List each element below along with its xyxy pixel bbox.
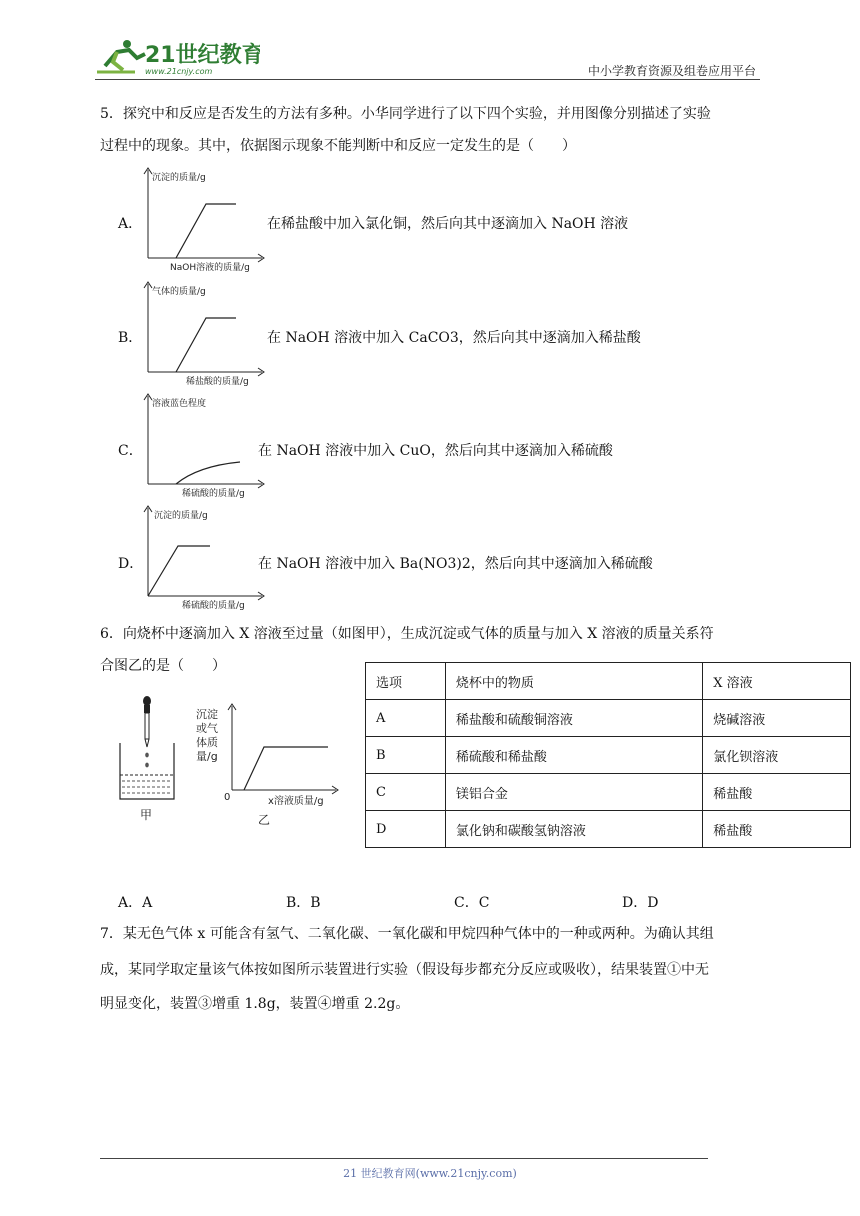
q6-stem-line2: 合图乙的是（ ）: [100, 658, 226, 674]
dropper-icon: [143, 696, 151, 747]
q5-option-b-graph: [140, 280, 270, 388]
q7-line1: 7．某无色气体 x 可能含有氢气、二氧化碳、一氧化碳和甲烷四种气体中的一种或两种。为确认其组: [100, 926, 714, 942]
q5-b-ylabel: 气体的质量/g: [152, 287, 206, 297]
table-header-cell: 选项: [366, 663, 446, 700]
q5-option-a-text: 在稀盐酸中加入氯化铜，然后向其中逐滴加入 NaOH 溶液: [267, 216, 629, 232]
q6-yi-origin: 0: [224, 792, 231, 803]
footer-divider: [100, 1158, 708, 1159]
q6-answer-c[interactable]: C．C: [454, 895, 490, 911]
q5-option-a-letter[interactable]: A．: [118, 216, 143, 232]
table-cell: D: [366, 811, 446, 848]
q5-option-d-letter[interactable]: D．: [118, 556, 144, 572]
footer-text[interactable]: 21 世纪教育网(www.21cnjy.com): [343, 1167, 517, 1180]
q5-option-b-text: 在 NaOH 溶液中加入 CaCO3，然后向其中逐滴加入稀盐酸: [267, 330, 641, 346]
q6-jia-label: 甲: [140, 808, 153, 822]
table-cell: 烧碱溶液: [703, 700, 851, 737]
q6-answer-a[interactable]: A．A: [118, 895, 153, 911]
q6-options-table: [365, 662, 851, 848]
q5-d-xlabel: 稀硫酸的质量/g: [182, 601, 245, 611]
header-divider: [95, 79, 760, 80]
runner-logo-icon: [97, 40, 145, 72]
table-cell: 稀盐酸和硫酸铜溶液: [445, 700, 702, 737]
logo-text: 21世纪教育: [145, 43, 260, 68]
q5-c-xlabel: 稀硫酸的质量/g: [182, 489, 245, 499]
q6-yi-ylabel-4: 量/g: [196, 750, 218, 763]
table-cell: 稀盐酸: [703, 811, 851, 848]
q5-stem-line2: 过程中的现象。其中，依据图示现象不能判断中和反应一定发生的是（ ）: [100, 138, 576, 154]
q5-c-ylabel: 溶液蓝色程度: [152, 399, 207, 409]
header-platform-text: 中小学教育资源及组卷应用平台: [587, 64, 756, 78]
table-cell: A: [366, 700, 446, 737]
q6-yi-ylabel-3: 体质: [196, 736, 218, 749]
q5-option-d-text: 在 NaOH 溶液中加入 Ba(NO3)2，然后向其中逐滴加入稀硫酸: [258, 556, 653, 572]
table-cell: 稀硫酸和稀盐酸: [445, 737, 702, 774]
q5-option-c-letter[interactable]: C．: [118, 443, 143, 459]
q7-line3: 明显变化，装置③增重 1.8g，装置④增重 2.2g。: [100, 996, 410, 1012]
table-row: [366, 737, 851, 774]
q5-d-ylabel: 沉淀的质量/g: [154, 511, 208, 521]
q6-yi-ylabel-2: 或气: [196, 722, 218, 735]
q6-yi-xlabel: x溶液质量/g: [268, 796, 324, 807]
beaker-icon: [120, 743, 174, 799]
q6-answer-b[interactable]: B．B: [286, 895, 321, 911]
q5-stem-line1: 5．探究中和反应是否发生的方法有多种。小华同学进行了以下四个实验，并用图像分别描述了实验: [100, 106, 711, 122]
table-header-row: [366, 663, 851, 700]
table-row: [366, 700, 851, 737]
logo-url: www.21cnjy.com: [145, 67, 213, 76]
q6-figure-jia: [110, 695, 190, 825]
table-cell: 氯化钠和碳酸氢钠溶液: [445, 811, 702, 848]
q6-answer-d[interactable]: D．D: [622, 895, 659, 911]
q5-b-xlabel: 稀盐酸的质量/g: [186, 377, 249, 387]
site-logo: [95, 36, 260, 78]
q6-figure-yi: [190, 700, 350, 830]
q5-a-ylabel: 沉淀的质量/g: [152, 173, 206, 183]
table-row: [366, 811, 851, 848]
table-header-cell: X 溶液: [703, 663, 851, 700]
q7-line2: 成，某同学取定量该气体按如图所示装置进行实验（假设每步都充分反应或吸收），结果装置①中无: [100, 962, 709, 978]
q5-option-d-graph: [140, 504, 270, 612]
q5-option-c-graph: [140, 392, 270, 500]
q5-option-a-graph: [140, 166, 270, 274]
q6-stem-line1: 6．向烧杯中逐滴加入 X 溶液至过量（如图甲），生成沉淀或气体的质量与加入 X 溶液的质量关系符: [100, 626, 714, 642]
table-cell: 氯化钡溶液: [703, 737, 851, 774]
table-row: [366, 774, 851, 811]
q5-a-xlabel: NaOH溶液的质量/g: [170, 263, 250, 273]
q6-yi-label: 乙: [258, 813, 271, 827]
table-header-cell: 烧杯中的物质: [445, 663, 702, 700]
q5-option-b-letter[interactable]: B．: [118, 330, 143, 346]
table-cell: B: [366, 737, 446, 774]
q6-yi-ylabel-1: 沉淀: [196, 708, 218, 721]
table-cell: 镁铝合金: [445, 774, 702, 811]
table-cell: 稀盐酸: [703, 774, 851, 811]
q5-option-c-text: 在 NaOH 溶液中加入 CuO，然后向其中逐滴加入稀硫酸: [258, 443, 613, 459]
table-cell: C: [366, 774, 446, 811]
